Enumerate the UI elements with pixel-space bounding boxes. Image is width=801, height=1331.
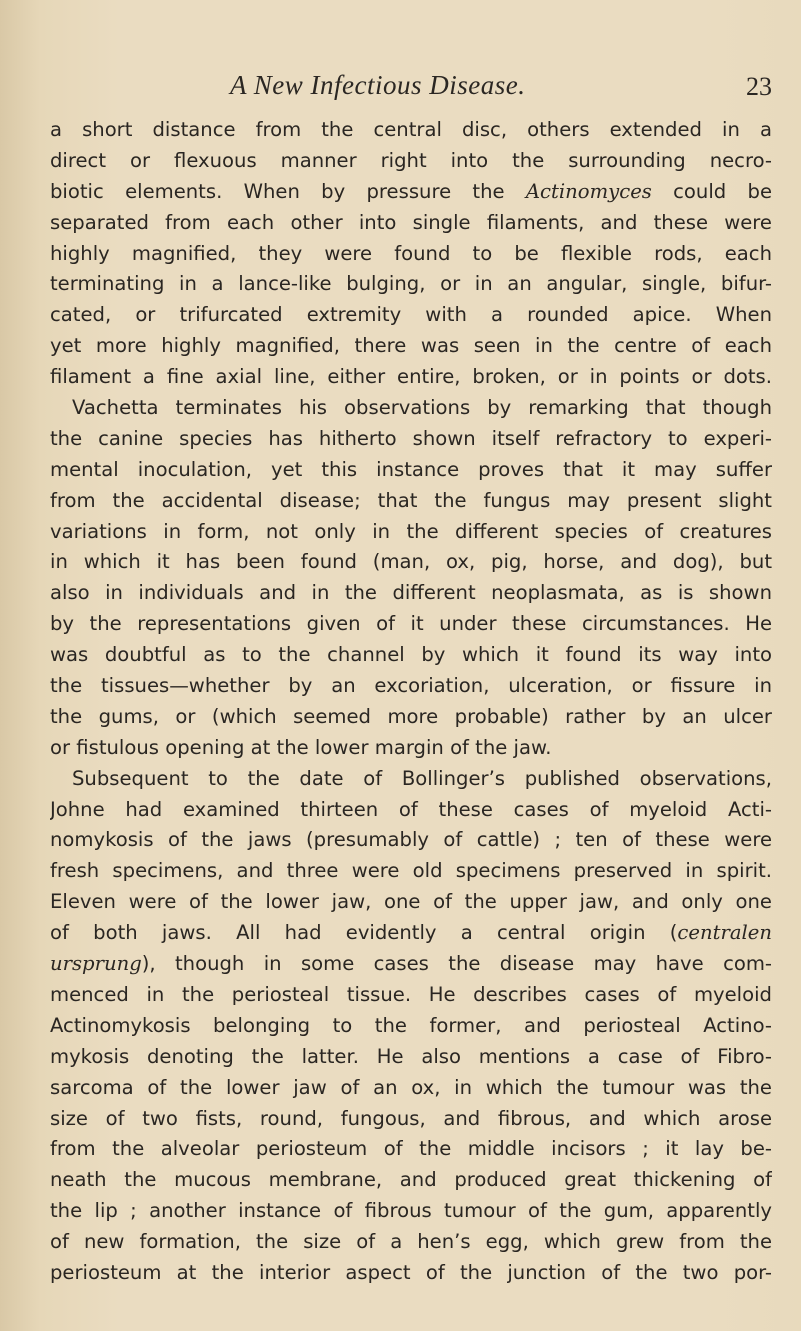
text-line: the gums, or (which seemed more probable) rather by an ulcer [50,704,772,728]
text-line: variations in form, not only in the different species of creatures [50,519,772,543]
text-line: the lip ; another instance of fibrous tumour of the gum, apparently [50,1199,772,1223]
body-text [50,115,772,1289]
text-line: cated, or trifurcated extremity with a rounded apice. When [50,303,772,327]
text-line: fresh specimens, and three were old specimens preserved in spirit. [50,859,772,883]
text-line: the canine species has hitherto shown itself refractory to experi- [50,426,772,450]
text-line: nomykosis of the jaws (presumably of cattle) ; ten of these were [50,828,772,852]
text-line: filament a fine axial line, either entire, broken, or in points or dots. [50,365,772,389]
text-line: also in individuals and in the different neoplasmata, as is shown [50,581,772,605]
text-line: mental inoculation, yet this instance proves that it may suffer [50,457,772,481]
page-number: 23 [746,72,772,101]
text-line: biotic elements. When by pressure the Actinomyces could be [50,179,772,203]
text-line: ursprung), though in some cases the disease may have com- [50,952,772,976]
page-header [50,70,772,110]
text-line: size of two fists, round, fungous, and fibrous, and which arose [50,1106,772,1130]
text-line: a short distance from the central disc, others extended in a [50,118,772,141]
text-line: menced in the periosteal tissue. He describes cases of myeloid [50,982,772,1006]
text-line: from the accidental disease; that the fungus may present slight [50,488,772,512]
text-line: Subsequent to the date of Bollinger’s published observations, [72,766,772,790]
text-line: Johne had examined thirteen of these cases of myeloid Acti- [50,797,772,821]
text-line: sarcoma of the lower jaw of an ox, in which the tumour was the [50,1075,772,1099]
italic-term: Actinomyces [525,179,652,203]
text-line: terminating in a lance-like bulging, or in an angular, single, bifur- [50,272,772,296]
text-line: direct or flexuous manner right into the surrounding necro- [50,148,772,172]
text-line: of new formation, the size of a hen’s egg, which grew from the [50,1230,772,1254]
text-line: by the representations given of it under these circumstances. He [50,612,772,636]
text-line: neath the mucous membrane, and produced great thickening of [50,1168,772,1192]
text-line: highly magnified, they were found to be flexible rods, each [50,241,772,265]
text-line: yet more highly magnified, there was seen in the centre of each [50,334,772,358]
text-line: in which it has been found (man, ox, pig, horse, and dog), but [50,550,772,574]
italic-term: centralen [677,921,772,945]
text-line: separated from each other into single filaments, and these were [50,210,772,234]
italic-term: ursprung [50,952,142,976]
text-line: of both jaws. All had evidently a central origin (centralen [50,921,772,945]
text-line: the tissues—whether by an excoriation, ulceration, or fissure in [50,674,772,698]
text-line: from the alveolar periosteum of the middle incisors ; it lay be- [50,1137,772,1161]
text-line: periosteum at the interior aspect of the junction of the two por- [50,1260,772,1284]
text-line: was doubtful as to the channel by which it found its way into [50,643,772,667]
text-line: mykosis denoting the latter. He also mentions a case of Fibro- [50,1044,772,1068]
text-line: or fistulous opening at the lower margin of the jaw. [50,735,552,759]
text-line: Vachetta terminates his observations by remarking that though [72,396,772,420]
text-line: Eleven were of the lower jaw, one of the upper jaw, and only one [50,890,772,914]
text-line: Actinomykosis belonging to the former, and periosteal Actino- [50,1013,772,1037]
running-head: A New Infectious Disease. [230,70,526,100]
